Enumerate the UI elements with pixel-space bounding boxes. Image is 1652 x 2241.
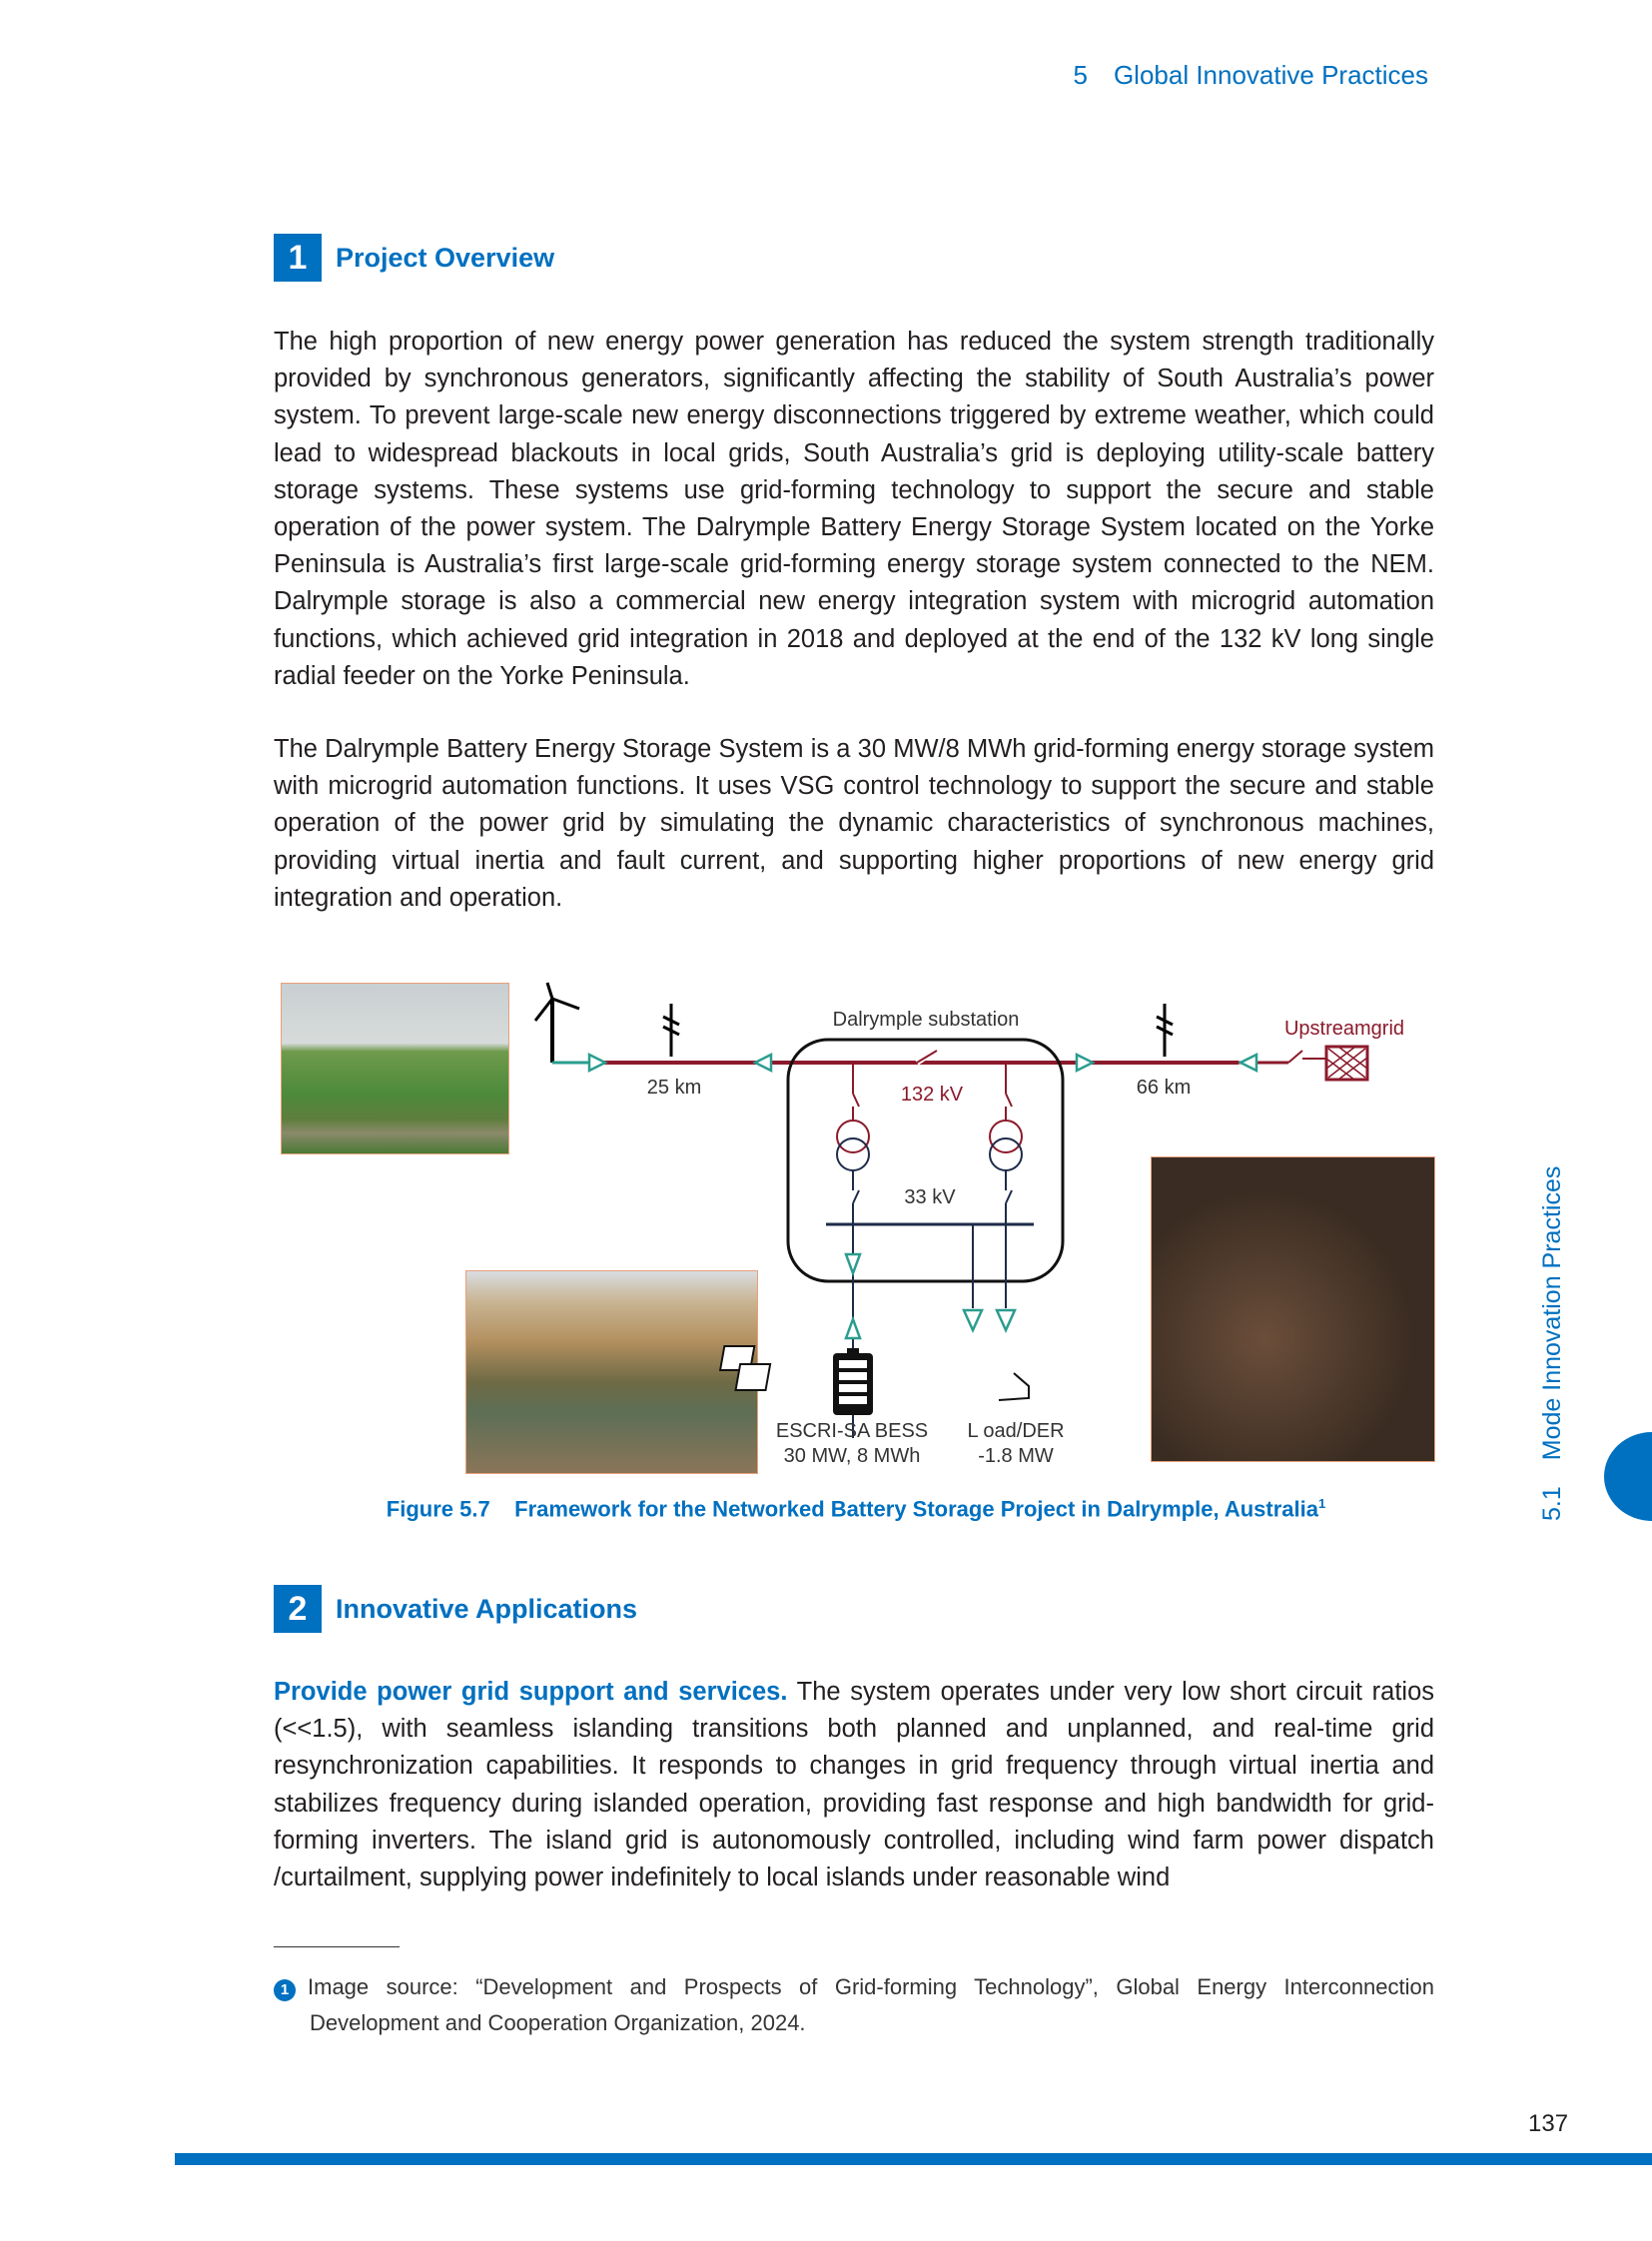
bess-rating: 30 MW, 8 MWh (783, 1445, 921, 1467)
voltage-label: 33 kV (904, 1186, 956, 1208)
bess-label: ESCRI-SA BESS (775, 1420, 929, 1442)
side-tab-label (1538, 1166, 1567, 1521)
lead-phrase: Provide power grid support and services. (274, 1678, 788, 1706)
distance-label: 66 km (1136, 1077, 1192, 1099)
arrow-icon (1240, 1055, 1256, 1071)
paragraph-text: The system operates under very low short circuit ratios (<<1.5), with seamless islanding transitions both planned and unplanned, and real-time grid resynchronization capabilities. It responds to changes in grid frequency through virtual inertia and stabilizes frequency during islanded operation, providing fast response and high bandwidth for grid-forming inverters. The island grid is autonomously controlled, including wind farm power dispatch /curtailment, supplying power indefinitely to local islands under reasonable wind (274, 1678, 1434, 1892)
arrow-icon (1077, 1055, 1093, 1071)
transmission-tower-icon (663, 1004, 679, 1057)
footnote-mark: 1 (274, 1979, 296, 2001)
paragraph: The Dalrymple Battery Energy Storage System is a 30 MW/8 MWh grid-forming energy storage system with microgrid automation functions. It uses VSG control technology to support the secure and stable operation of the power grid by simulating the dynamic characteristics of synchronous machines, providing virtual inertia and fault current, and supporting higher proportions of new energy grid integration and operation. (274, 735, 1434, 912)
distance-label: 25 km (646, 1077, 702, 1099)
footnote (274, 1969, 1434, 2041)
footnote-ref[interactable]: 1 (1318, 1496, 1326, 1511)
arrow-icon (589, 1055, 605, 1071)
section-title: Project Overview (336, 242, 555, 273)
arrow-icon (755, 1055, 771, 1071)
paragraph (274, 1674, 1434, 1896)
wind-turbine-icon (535, 983, 579, 1063)
substation-label: Dalrymple substation (832, 1009, 1020, 1031)
caption-number: Figure 5.7 (386, 1496, 490, 1522)
side-section-number: 5.1 (1538, 1486, 1566, 1521)
section-2-heading (274, 1585, 637, 1633)
transmission-tower-icon (1157, 1004, 1173, 1057)
voltage-label: 132 kV (900, 1084, 964, 1106)
load-label: L oad/DER (967, 1420, 1065, 1442)
battery-icon (833, 1348, 873, 1415)
chapter-title: Global Innovative Practices (1113, 60, 1428, 90)
section-number: 2 (274, 1585, 322, 1633)
section-number: 1 (274, 234, 322, 282)
solar-panel-icon (720, 1346, 1029, 1400)
chapter-number: 5 (1073, 60, 1088, 90)
upstream-grid-label: Upstreamgrid (1283, 1018, 1405, 1040)
footnote-rule (274, 1946, 400, 1947)
page-number: 137 (1528, 2110, 1569, 2137)
footer-bar (175, 2153, 1652, 2165)
side-section-title: Mode Innovation Practices (1538, 1165, 1566, 1461)
load-value: -1.8 MW (978, 1445, 1054, 1467)
footnote-text: Image source: “Development and Prospects of Grid-forming Technology”, Global Energy Interconnection Development and Cooperation Organization, 2024. (308, 1974, 1434, 2035)
figure-caption (0, 1496, 1652, 1522)
section-title: Innovative Applications (336, 1593, 638, 1624)
paragraph: The high proportion of new energy power generation has reduced the system strength traditionally provided by synchronous generators, significantly affecting the stability of South Australia’s power system. To prevent large-scale new energy disconnections triggered by extreme weather, which could lead to widespread blackouts in local grids, South Australia’s grid is deploying utility-scale battery storage systems. These systems use grid-forming technology to support the secure and stable operation of the power system. The Dalrymple Battery Energy Storage System located on the Yorke Peninsula is Australia’s first large-scale grid-forming energy storage system connected to the NEM. Dalrymple storage is also a commercial new energy integration system with microgrid automation functions, which achieved grid integration in 2018 and deployed at the end of the 132 kV long single radial feeder on the Yorke Peninsula. (274, 328, 1434, 690)
caption-text: Framework for the Networked Battery Storage Project in Dalrymple, Australia (514, 1496, 1318, 1522)
